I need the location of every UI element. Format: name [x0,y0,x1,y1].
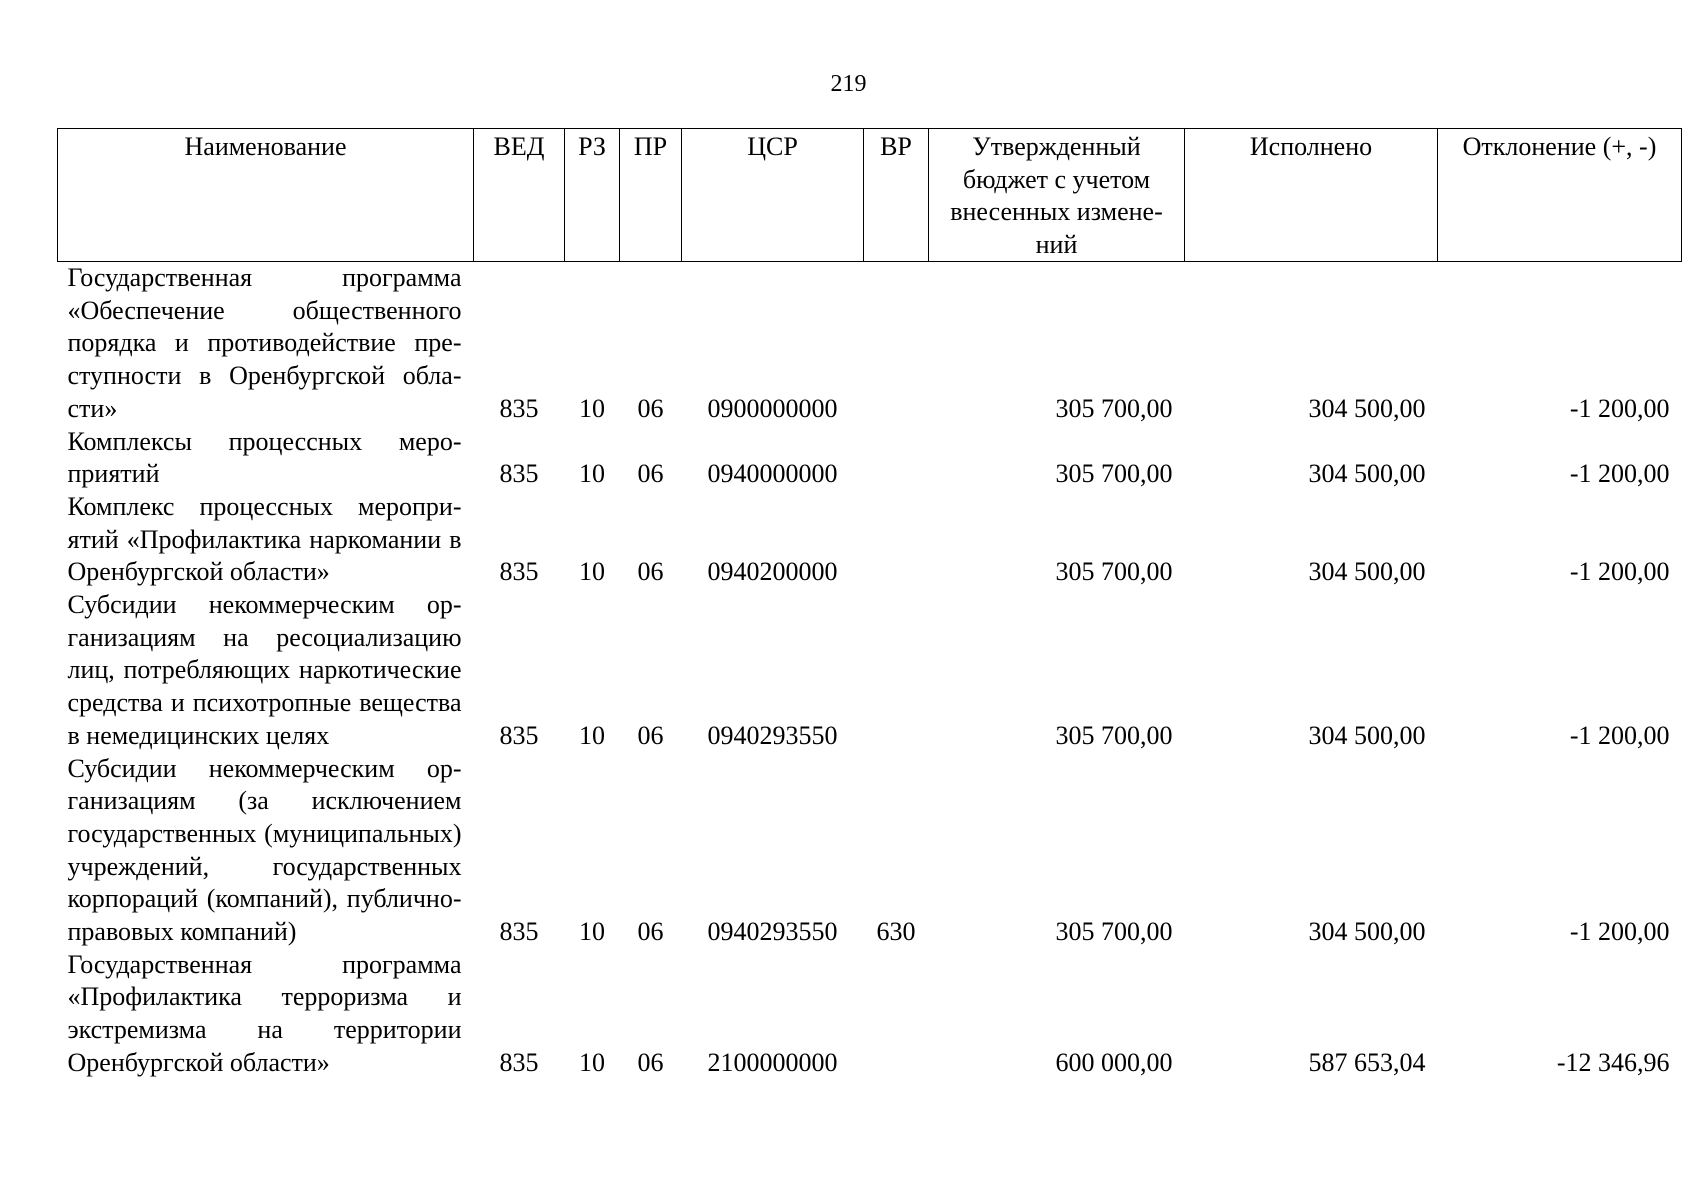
row-deviation: -1 200,00 [1569,393,1670,423]
table-row [58,491,1682,589]
row-csr: 2100000000 [707,1047,838,1077]
row-ved: 835 [499,917,539,947]
row-deviation: -1 200,00 [1569,557,1670,587]
header-rz: РЗ [565,129,620,262]
row-pr: 06 [637,557,664,587]
row-ved: 835 [499,459,539,489]
table-row [58,949,1682,1080]
row-pr: 06 [637,720,664,750]
row-approved: 305 700,00 [1055,459,1173,489]
row-executed: 304 500,00 [1308,917,1426,947]
row-name: Комплекс процессных мероприятий «Профилактика наркомании в Оренбургской области» [67,491,462,587]
row-name: Субсидии некоммерческим организациям на ресоциализацию лиц, потребляющих наркотические средства и психотропные вещества в немедицинских целях [67,590,462,750]
header-csr: ЦСР [682,129,864,262]
table-row [58,753,1682,949]
row-rz: 10 [579,917,605,947]
row-executed: 587 653,04 [1308,1047,1426,1077]
page-number: 219 [830,71,867,97]
row-approved: 305 700,00 [1055,917,1173,947]
row-vr [864,491,929,589]
row-approved: 305 700,00 [1055,557,1173,587]
header-executed: Исполнено [1185,129,1438,262]
row-pr: 06 [637,393,664,423]
header-pr: ПР [620,129,682,262]
row-vr: 630 [876,917,916,947]
row-name: Государственная программа «Профилактика терроризма и экстремизма на территории Оренбургской области» [67,949,462,1077]
row-csr: 0940200000 [707,557,838,587]
row-vr [864,949,929,1080]
row-deviation: -1 200,00 [1569,720,1670,750]
header-vr: ВР [864,129,929,262]
row-executed: 304 500,00 [1308,459,1426,489]
row-name: Комплексы процессных мероприятий [67,426,462,489]
row-deviation: -12 346,96 [1556,1047,1670,1077]
row-ved: 835 [499,1047,539,1077]
budget-execution-table [57,128,1682,1080]
row-executed: 304 500,00 [1308,557,1426,587]
row-pr: 06 [637,1047,664,1077]
row-executed: 304 500,00 [1308,720,1426,750]
table-header [58,129,1682,262]
row-pr: 06 [637,459,664,489]
row-approved: 305 700,00 [1055,720,1173,750]
table-row [58,262,1682,426]
table-row [58,426,1682,491]
row-vr [864,262,929,426]
row-ved: 835 [499,720,539,750]
header-approved-budget: Утвержденный бюджет с учетом внесенных изменений [929,129,1185,262]
row-approved: 600 000,00 [1055,1047,1173,1077]
row-rz: 10 [579,557,605,587]
row-name: Субсидии некоммерческим организациям (за исключением государственных (муниципальных) учреждений, государственных корпораций (компаний), публично-правовых компаний) [67,753,462,947]
row-deviation: -1 200,00 [1569,459,1670,489]
table-row [58,589,1682,753]
row-csr: 0940293550 [707,720,838,750]
row-rz: 10 [579,720,605,750]
row-approved: 305 700,00 [1055,393,1173,423]
row-csr: 0900000000 [707,393,838,423]
row-ved: 835 [499,557,539,587]
row-name: Государственная программа «Обеспечение общественного порядка и противодействие преступности в Оренбургской области» [67,263,462,423]
row-rz: 10 [579,393,605,423]
row-csr: 0940000000 [707,459,838,489]
row-vr [864,426,929,491]
header-deviation: Отклонение (+, -) [1438,129,1682,262]
header-ved: ВЕД [474,129,565,262]
header-name: Наименование [58,129,474,262]
row-rz: 10 [579,459,605,489]
header-row [58,129,1682,262]
table-body [58,262,1682,1080]
row-csr: 0940293550 [707,917,838,947]
row-executed: 304 500,00 [1308,393,1426,423]
row-ved: 835 [499,393,539,423]
row-pr: 06 [637,917,664,947]
row-deviation: -1 200,00 [1569,917,1670,947]
row-vr [864,589,929,753]
row-rz: 10 [579,1047,605,1077]
